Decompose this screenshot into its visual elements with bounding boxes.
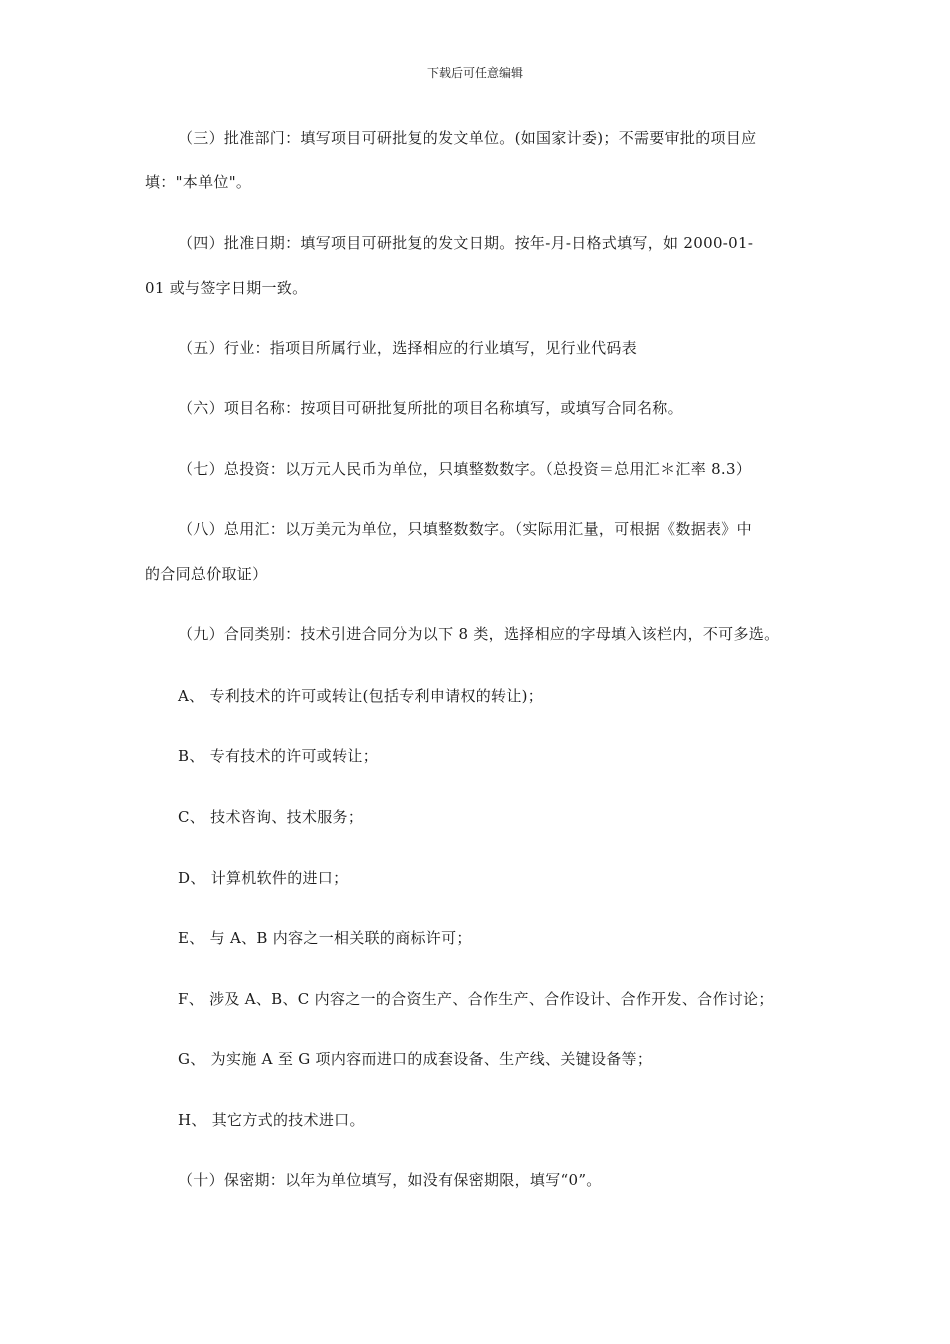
paragraph-4-line-2: 01 或与签字日期一致。 [145,279,308,297]
page-header: 下载后可任意编辑 [426,66,523,80]
category-item-e: E、 与 A、B 内容之一相关联的商标许可； [178,929,472,947]
paragraph-8-line-1: （八）总用汇：以万美元为单位，只填整数数字。（实际用汇量，可根据《数据表》中 [178,520,752,538]
category-item-g: G、 为实施 A 至 G 项内容而进口的成套设备、生产线、关键设备等； [178,1050,653,1068]
category-item-d: D、 计算机软件的进口； [178,869,349,887]
category-item-b: B、 专有技术的许可或转让； [178,747,378,765]
category-item-a: A、 专利技术的许可或转让(包括专利申请权的转让)； [178,687,544,705]
paragraph-4-line-1: （四）批准日期：填写项目可研批复的发文日期。按年-月-日格式填写，如 2000-01- [178,234,754,252]
paragraph-3-line-2: 填："本单位"。 [145,173,252,191]
paragraph-6-line-1: （六）项目名称：按项目可研批复所批的项目名称填写，或填写合同名称。 [178,399,683,417]
paragraph-9-line-1: （九）合同类别：技术引进合同分为以下 8 类，选择相应的字母填入该栏内，不可多选。 [178,625,780,643]
paragraph-3-line-1: （三）批准部门：填写项目可研批复的发文单位。(如国家计委)；不需要审批的项目应 [178,129,757,147]
paragraph-7-line-1: （七）总投资：以万元人民币为单位，只填整数数字。（总投资＝总用汇＊汇率 8.3） [178,460,752,478]
paragraph-10-line-1: （十）保密期：以年为单位填写，如没有保密期限，填写“0”。 [178,1171,602,1189]
category-item-c: C、 技术咨询、技术服务； [178,808,364,826]
category-item-h: H、 其它方式的技术进口。 [178,1111,365,1129]
paragraph-8-line-2: 的合同总价取证） [145,565,268,583]
paragraph-5-line-1: （五）行业：指项目所属行业，选择相应的行业填写，见行业代码表 [178,339,638,357]
category-item-f: F、 涉及 A、B、C 内容之一的合资生产、合作生产、合作设计、合作开发、合作讨论； [178,990,774,1008]
